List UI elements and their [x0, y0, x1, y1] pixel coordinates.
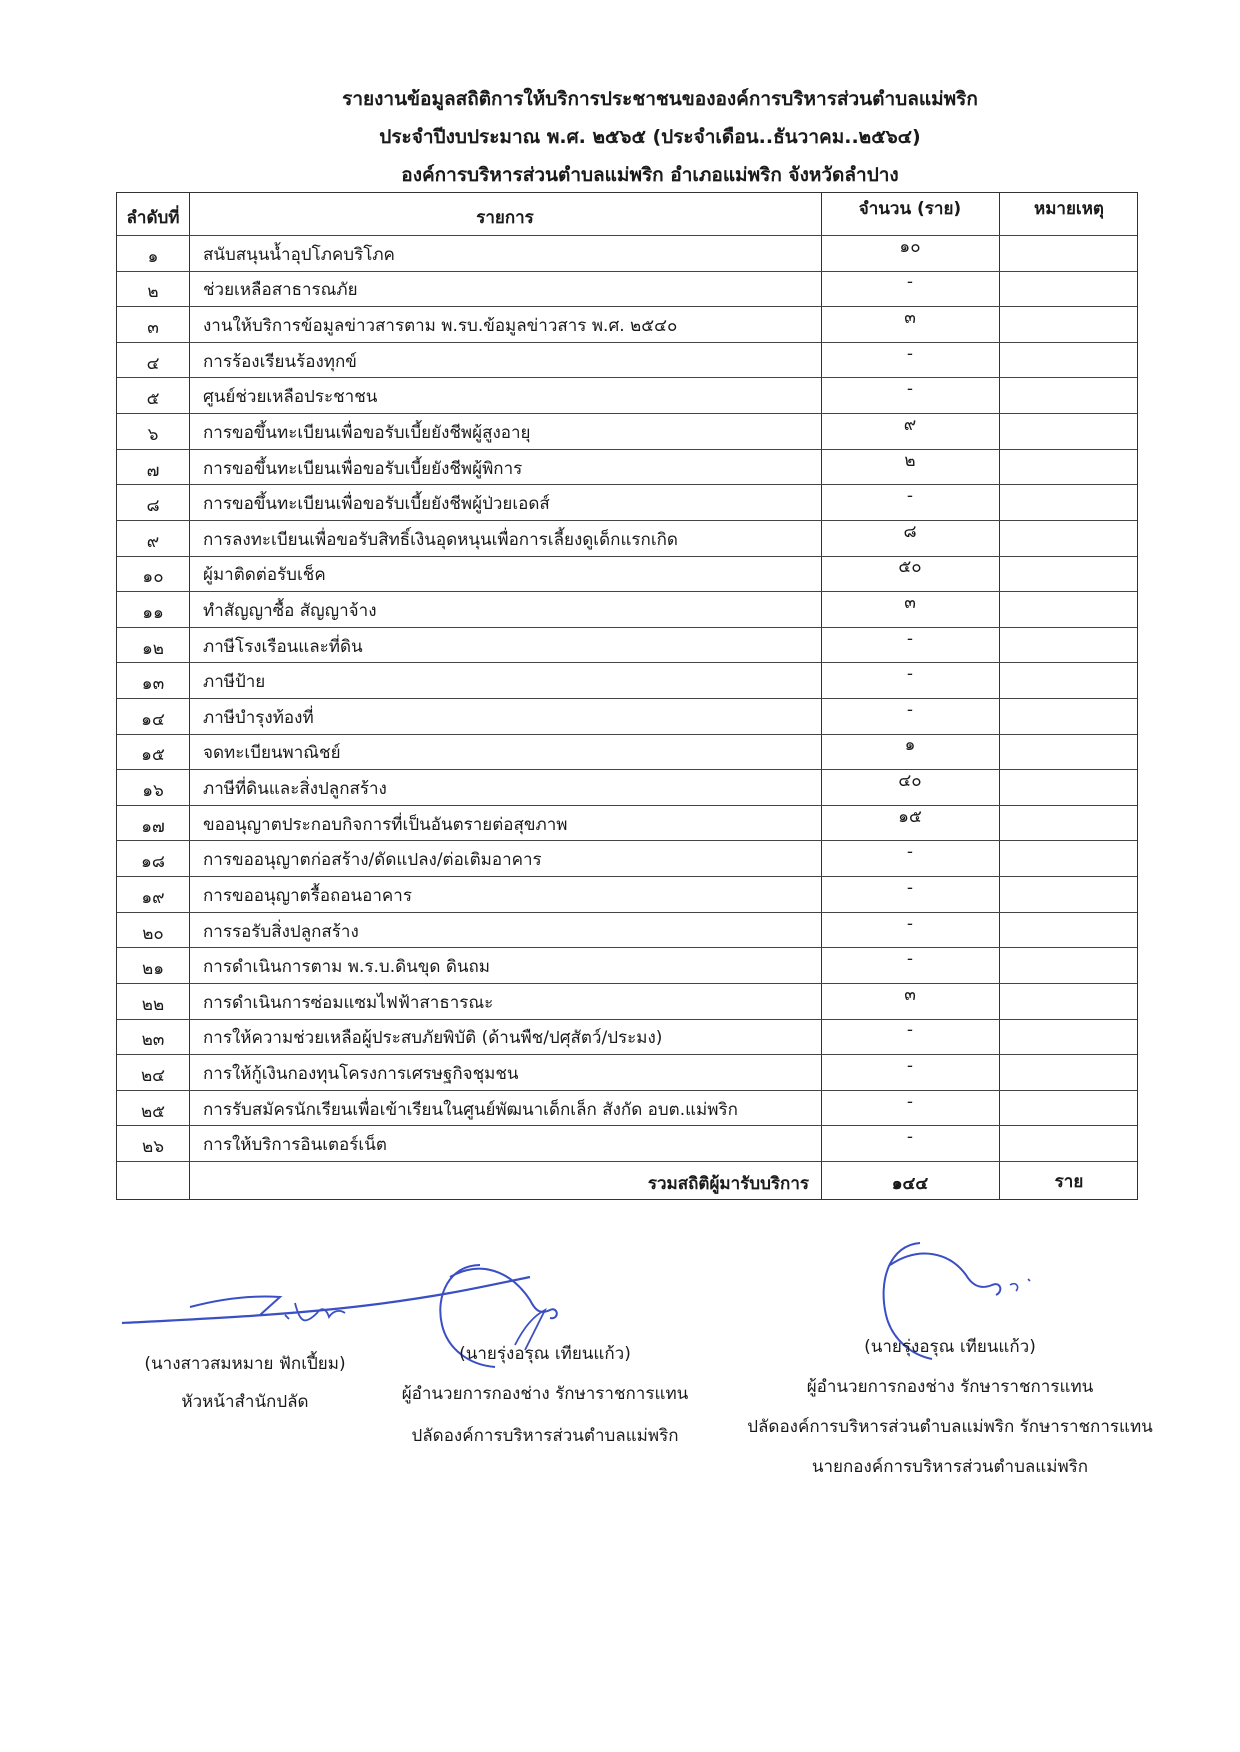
col-header-no: ลำดับที่: [126, 208, 180, 228]
row-item: การขอขึ้นทะเบียนเพื่อขอรับเบี้ยยังชีพผู้ป่วยเอดส์: [203, 494, 550, 515]
row-count: -: [906, 379, 914, 400]
row-number: ๖: [147, 424, 159, 445]
row-item: การลงทะเบียนเพื่อขอรับสิทธิ์เงินอุดหนุนเพื่อการเลี้ยงดูเด็กแรกเกิด: [203, 529, 678, 550]
row-number: ๒๔: [140, 1065, 166, 1086]
row-count: -: [906, 1020, 914, 1041]
col-divider: [999, 193, 1000, 1199]
row-count: ๘: [903, 521, 917, 542]
row-item: ผู้มาติดต่อรับเช็ค: [203, 565, 326, 586]
row-number: ๑๕: [141, 745, 165, 766]
row-number: ๙: [146, 531, 160, 552]
row-item: การร้องเรียนร้องทุกข์: [203, 351, 357, 372]
signature-right-name: (นายรุ่งอรุณ เทียนแก้ว): [864, 1337, 1036, 1357]
signature-right-title1: ผู้อำนวยการกองช่าง รักษาราชการแทน: [806, 1377, 1094, 1397]
row-item: ภาษีป้าย: [203, 672, 266, 693]
total-label: รวมสถิติผู้มารับบริการ: [647, 1174, 809, 1194]
row-count: -: [906, 913, 914, 934]
row-count: ๑: [904, 735, 916, 756]
row-count: -: [906, 949, 914, 970]
row-item: การดำเนินการตาม พ.ร.บ.ดินขุด ดินถม: [203, 957, 490, 978]
row-number: ๑๖: [142, 781, 164, 802]
row-count: ๙: [903, 414, 917, 435]
row-count: ๕๐: [898, 557, 922, 578]
col-header-count: จำนวน (ราย): [858, 199, 962, 219]
row-item: ศูนย์ช่วยเหลือประชาชน: [203, 387, 378, 408]
row-number: ๑๓: [141, 674, 165, 695]
row-number: ๒๖: [142, 1137, 164, 1158]
row-item: การดำเนินการซ่อมแซมไฟฟ้าสาธารณะ: [203, 992, 494, 1013]
row-item: การรับสมัครนักเรียนเพื่อเข้าเรียนในศูนย์พัฒนาเด็กเล็ก สังกัด อบต.แม่พริก: [203, 1099, 738, 1120]
row-divider: [117, 1161, 1137, 1162]
row-count: ๓: [904, 308, 916, 329]
row-count: -: [906, 664, 914, 685]
row-number: ๒๕: [140, 1101, 166, 1122]
row-item: การให้กู้เงินกองทุนโครงการเศรษฐกิจชุมชน: [203, 1063, 519, 1084]
row-item: การขอขึ้นทะเบียนเพื่อขอรับเบี้ยยังชีพผู้สูงอายุ: [203, 422, 531, 443]
row-count: -: [906, 343, 914, 364]
row-item: สนับสนุนน้ำอุปโภคบริโภค: [203, 244, 395, 265]
row-count: ๓: [904, 984, 916, 1005]
row-count: ๑๕: [898, 806, 922, 827]
signature-right-title2: ปลัดองค์การบริหารส่วนตำบลแม่พริก รักษาราชการแทน: [747, 1417, 1153, 1437]
row-item: ภาษีที่ดินและสิ่งปลูกสร้าง: [203, 779, 387, 800]
row-item: จดทะเบียนพาณิชย์: [203, 743, 341, 764]
report-title: รายงานข้อมูลสถิติการให้บริการประชาชนขององค์การบริหารส่วนตำบลแม่พริก: [342, 88, 978, 110]
row-count: ๒: [904, 450, 916, 471]
row-number: ๒๓: [141, 1030, 165, 1051]
row-number: ๔: [146, 353, 160, 374]
signature-right-title3: นายกองค์การบริหารส่วนตำบลแม่พริก: [811, 1457, 1089, 1477]
total-value: ๑๔๔: [891, 1174, 929, 1194]
col-header-item: รายการ: [476, 208, 534, 228]
row-number: ๑: [147, 246, 159, 267]
row-number: ๑๙: [141, 887, 165, 908]
row-item: การขออนุญาตรื้อถอนอาคาร: [203, 885, 412, 906]
report-organization: องค์การบริหารส่วนตำบลแม่พริก อำเภอแม่พริก จังหวัดลำปาง: [401, 164, 899, 186]
signature-middle-title2: ปลัดองค์การบริหารส่วนตำบลแม่พริก: [411, 1426, 679, 1446]
row-number: ๘: [146, 496, 160, 517]
row-item: ภาษีโรงเรือนและที่ดิน: [203, 636, 363, 657]
row-item: ทำสัญญาซื้อ สัญญาจ้าง: [203, 600, 377, 621]
total-unit: ราย: [1054, 1172, 1084, 1192]
row-number: ๒: [147, 282, 159, 303]
signature-middle-name: (นายรุ่งอรุณ เทียนแก้ว): [459, 1344, 631, 1364]
row-number: ๕: [146, 389, 160, 410]
row-count: -: [906, 842, 914, 863]
row-item: งานให้บริการข้อมูลข่าวสารตาม พ.รบ.ข้อมูลข่าวสาร พ.ศ. ๒๕๔๐: [203, 316, 678, 337]
row-count: -: [906, 1127, 914, 1148]
row-number: ๑๔: [141, 709, 165, 730]
row-count: -: [906, 272, 914, 293]
row-item: ภาษีบำรุงท้องที่: [203, 707, 314, 728]
col-header-remark: หมายเหตุ: [1034, 199, 1104, 219]
row-count: -: [906, 1055, 914, 1076]
signature-middle-title1: ผู้อำนวยการกองช่าง รักษาราชการแทน: [401, 1384, 689, 1404]
signature-left-name: (นางสาวสมหมาย ฟักเปี้ยม): [144, 1354, 346, 1374]
row-count: -: [906, 628, 914, 649]
col-divider: [189, 193, 190, 1199]
row-item: การรอรับสิ่งปลูกสร้าง: [203, 921, 359, 942]
row-number: ๑๐: [142, 567, 164, 588]
row-number: ๒๒: [141, 994, 165, 1015]
row-number: ๗: [146, 460, 160, 481]
row-item: การขออนุญาตก่อสร้าง/ดัดแปลง/ต่อเติมอาคาร: [203, 850, 542, 871]
row-item: การให้บริการอินเตอร์เน็ต: [203, 1135, 387, 1156]
row-count: ๓: [904, 592, 916, 613]
row-number: ๒๐: [142, 923, 164, 944]
row-count: ๑๐: [899, 236, 921, 257]
signature-left-title: หัวหน้าสำนักปลัด: [181, 1392, 309, 1412]
row-number: ๑๑: [142, 602, 164, 623]
report-period: ประจำปีงบประมาณ พ.ศ. ๒๕๖๕ (ประจำเดือน..ธันวาคม..๒๕๖๔): [379, 126, 921, 148]
statistics-table: [116, 192, 1138, 1200]
row-number: ๑๗: [141, 816, 165, 837]
row-count: -: [906, 699, 914, 720]
row-count: -: [906, 486, 914, 507]
row-item: การขอขึ้นทะเบียนเพื่อขอรับเบี้ยยังชีพผู้พิการ: [203, 458, 523, 479]
row-count: -: [906, 1091, 914, 1112]
row-number: ๓: [147, 318, 159, 339]
row-item: ช่วยเหลือสาธารณภัย: [203, 280, 358, 301]
row-count: ๔๐: [898, 771, 922, 792]
row-item: ขออนุญาตประกอบกิจการที่เป็นอันตรายต่อสุขภาพ: [203, 814, 568, 835]
row-number: ๒๑: [142, 959, 164, 980]
row-number: ๑๒: [142, 638, 164, 659]
row-count: -: [906, 877, 914, 898]
row-item: การให้ความช่วยเหลือผู้ประสบภัยพิบัติ (ด้านพืช/ปศุสัตว์/ประมง): [203, 1028, 663, 1049]
row-number: ๑๘: [141, 852, 165, 873]
